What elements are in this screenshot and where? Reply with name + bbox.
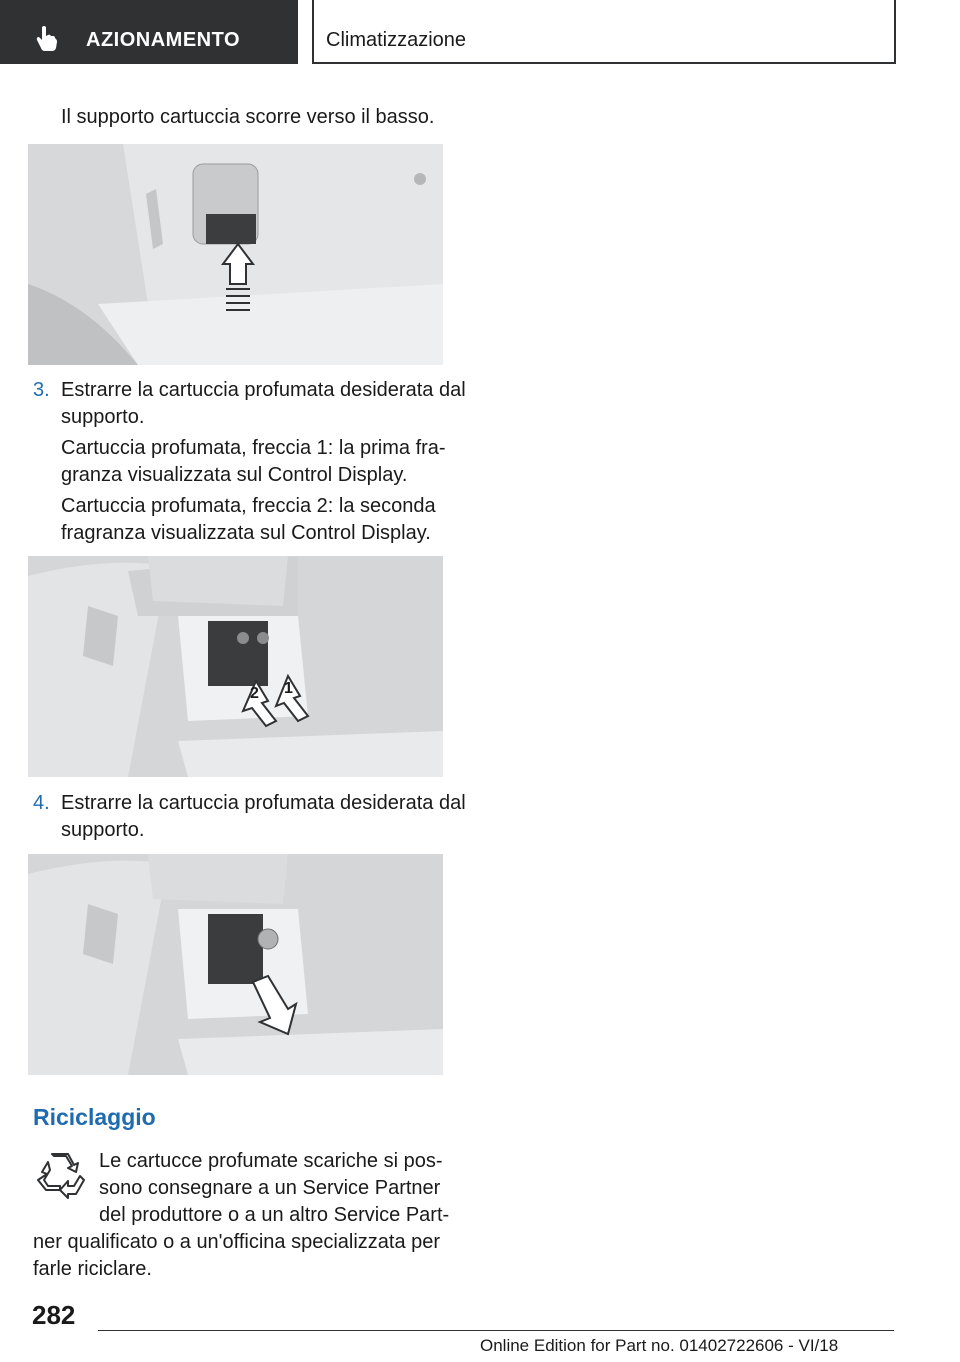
- step-3-number: 3.: [33, 379, 50, 401]
- step-4-line-1: Estrarre la cartuccia profumata desiderata dal: [61, 792, 466, 814]
- step-3-line-1: Estrarre la cartuccia profumata desiderata dal: [61, 379, 466, 401]
- figure-remove-cartridge: [28, 854, 443, 1075]
- step-4-number: 4.: [33, 792, 50, 814]
- recycling-line-5: farle riciclare.: [33, 1258, 152, 1280]
- header-section-label: AZIONAMENTO: [86, 29, 241, 51]
- recycling-line-4: ner qualificato o a un'officina specializzata per: [33, 1231, 441, 1253]
- step-3-note-2-line-2: fragranza visualizzata sul Control Display.: [61, 522, 431, 544]
- header-section-tab: [0, 0, 298, 64]
- section-title-recycling: Riciclaggio: [33, 1104, 156, 1130]
- recycling-line-2: sono consegnare a un Service Partner: [99, 1177, 441, 1199]
- step-4-line-2: supporto.: [61, 819, 145, 841]
- recycling-line-1: Le cartucce profumate scariche si pos‐: [99, 1150, 443, 1172]
- recycle-icon: [34, 1150, 86, 1202]
- arrow-label-1: 1: [284, 680, 293, 697]
- intro-text: Il supporto cartuccia scorre verso il basso.: [61, 106, 435, 128]
- step-3-line-2: supporto.: [61, 406, 145, 428]
- figure-cartridges-arrows: [28, 556, 443, 777]
- footer-edition: Online Edition for Part no. 01402722606 - VI/18: [480, 1336, 839, 1355]
- step-3-note-2-line-1: Cartuccia profumata, freccia 2: la seconda: [61, 495, 436, 517]
- chapter-title: Climatizzazione: [326, 29, 467, 51]
- hand-pointer-icon: [36, 25, 58, 51]
- arrow-label-2: 2: [250, 685, 259, 702]
- step-3-note-1-line-2: granza visualizzata sul Control Display.: [61, 464, 408, 486]
- figure-holder-slides-down: [28, 144, 443, 365]
- header-chapter-box: [312, 0, 896, 64]
- step-3-note-1-line-1: Cartuccia profumata, freccia 1: la prima fra‐: [61, 437, 446, 459]
- recycling-line-3: del produttore o a un altro Service Part‐: [99, 1204, 450, 1226]
- footer-rule: [98, 1330, 894, 1331]
- page-number: 282: [32, 1300, 76, 1330]
